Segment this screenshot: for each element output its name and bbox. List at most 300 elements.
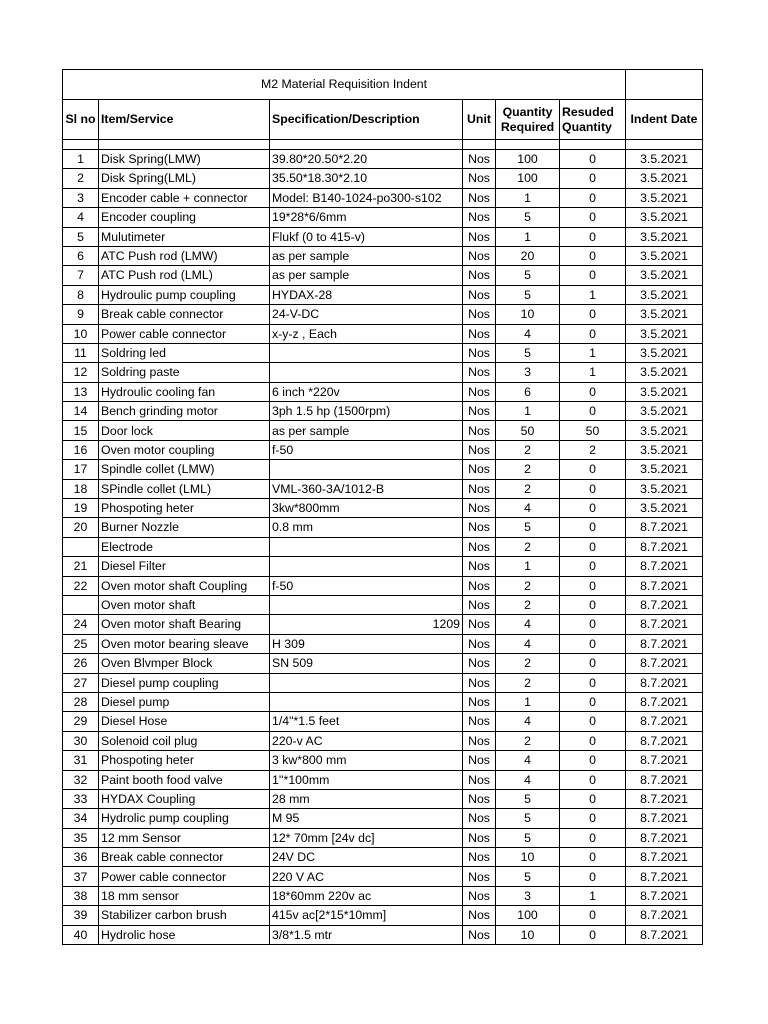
cell-item: Oven motor bearing sleave	[99, 634, 270, 653]
cell-sl-no: 27	[63, 673, 99, 692]
cell-unit: Nos	[463, 537, 496, 556]
cell-unit: Nos	[463, 634, 496, 653]
cell-indent-date: 8.7.2021	[626, 731, 703, 750]
cell-qty-required: 100	[496, 169, 560, 188]
header-resued-qty: Resuded Quantity	[560, 100, 626, 140]
cell-indent-date: 8.7.2021	[626, 848, 703, 867]
table-row	[63, 324, 703, 343]
cell-item: Break cable connector	[99, 305, 270, 324]
cell-spec: 35.50*18.30*2.10	[270, 169, 463, 188]
table-row	[63, 867, 703, 886]
cell-spec: Flukf (0 to 415-v)	[270, 227, 463, 246]
table-row	[63, 440, 703, 459]
cell-unit: Nos	[463, 421, 496, 440]
cell-resued-qty: 0	[560, 460, 626, 479]
cell-indent-date: 8.7.2021	[626, 751, 703, 770]
header-unit: Unit	[463, 100, 496, 140]
cell-sl-no: 3	[63, 188, 99, 207]
cell-resued-qty: 0	[560, 382, 626, 401]
cell-unit: Nos	[463, 615, 496, 634]
cell-qty-required: 1	[496, 188, 560, 207]
cell-unit: Nos	[463, 169, 496, 188]
cell-resued-qty: 0	[560, 925, 626, 944]
cell-indent-date: 3.5.2021	[626, 266, 703, 285]
cell-qty-required: 50	[496, 421, 560, 440]
cell-qty-required: 10	[496, 305, 560, 324]
table-row	[63, 634, 703, 653]
table-row	[63, 305, 703, 324]
cell-indent-date: 3.5.2021	[626, 460, 703, 479]
cell-sl-no: 29	[63, 712, 99, 731]
cell-unit: Nos	[463, 789, 496, 808]
cell-sl-no: 14	[63, 402, 99, 421]
cell-qty-required: 5	[496, 208, 560, 227]
cell-spec: 415v ac[2*15*10mm]	[270, 906, 463, 925]
cell-sl-no: 39	[63, 906, 99, 925]
cell-item: SPindle collet (LML)	[99, 479, 270, 498]
cell-sl-no: 26	[63, 654, 99, 673]
cell-item: Hydroulic cooling fan	[99, 382, 270, 401]
cell-sl-no: 31	[63, 751, 99, 770]
cell-indent-date: 3.5.2021	[626, 305, 703, 324]
cell-unit: Nos	[463, 731, 496, 750]
table-row	[63, 402, 703, 421]
cell-item: Oven Blvmper Block	[99, 654, 270, 673]
table-row	[63, 809, 703, 828]
cell-spec: 3 kw*800 mm	[270, 751, 463, 770]
cell-resued-qty: 0	[560, 150, 626, 169]
cell-qty-required: 5	[496, 266, 560, 285]
cell-item: Hydrolic hose	[99, 925, 270, 944]
cell-unit: Nos	[463, 246, 496, 265]
cell-unit: Nos	[463, 576, 496, 595]
cell-indent-date: 8.7.2021	[626, 828, 703, 847]
table-row	[63, 828, 703, 847]
cell-unit: Nos	[463, 906, 496, 925]
cell-resued-qty: 0	[560, 595, 626, 614]
table-row	[63, 518, 703, 537]
header-sl-no: Sl no	[63, 100, 99, 140]
cell-unit: Nos	[463, 712, 496, 731]
cell-spec: f-50	[270, 576, 463, 595]
cell-resued-qty: 0	[560, 712, 626, 731]
cell-unit: Nos	[463, 595, 496, 614]
cell-item: Phospoting heter	[99, 499, 270, 518]
cell-spec: 3ph 1.5 hp (1500rpm)	[270, 402, 463, 421]
cell-spec: Model: B140-1024-po300-s102	[270, 188, 463, 207]
cell-qty-required: 4	[496, 324, 560, 343]
cell-resued-qty: 0	[560, 227, 626, 246]
cell-sl-no: 5	[63, 227, 99, 246]
cell-indent-date: 8.7.2021	[626, 557, 703, 576]
cell-resued-qty: 0	[560, 246, 626, 265]
cell-item: Hydrolic pump coupling	[99, 809, 270, 828]
cell-spec: as per sample	[270, 246, 463, 265]
cell-spec	[270, 460, 463, 479]
cell-resued-qty: 0	[560, 557, 626, 576]
cell-unit: Nos	[463, 809, 496, 828]
cell-spec: 24V DC	[270, 848, 463, 867]
table-row	[63, 479, 703, 498]
cell-sl-no: 32	[63, 770, 99, 789]
cell-sl-no: 22	[63, 576, 99, 595]
cell-indent-date: 3.5.2021	[626, 402, 703, 421]
cell-indent-date: 8.7.2021	[626, 576, 703, 595]
cell-indent-date: 8.7.2021	[626, 906, 703, 925]
cell-unit: Nos	[463, 673, 496, 692]
cell-item: Stabilizer carbon brush	[99, 906, 270, 925]
cell-resued-qty: 0	[560, 731, 626, 750]
cell-spec	[270, 343, 463, 362]
cell-unit: Nos	[463, 285, 496, 304]
cell-qty-required: 5	[496, 789, 560, 808]
cell-indent-date: 3.5.2021	[626, 324, 703, 343]
cell-unit: Nos	[463, 692, 496, 711]
cell-unit: Nos	[463, 227, 496, 246]
table-row	[63, 169, 703, 188]
cell-spec	[270, 595, 463, 614]
cell-sl-no: 7	[63, 266, 99, 285]
cell-resued-qty: 2	[560, 440, 626, 459]
cell-item: Soldring led	[99, 343, 270, 362]
cell-item: Door lock	[99, 421, 270, 440]
cell-qty-required: 2	[496, 537, 560, 556]
cell-sl-no: 36	[63, 848, 99, 867]
cell-unit: Nos	[463, 363, 496, 382]
cell-unit: Nos	[463, 343, 496, 362]
cell-indent-date: 8.7.2021	[626, 809, 703, 828]
cell-resued-qty: 0	[560, 479, 626, 498]
cell-indent-date: 3.5.2021	[626, 208, 703, 227]
table-row	[63, 227, 703, 246]
cell-spec: 28 mm	[270, 789, 463, 808]
requisition-table	[62, 69, 703, 945]
cell-spec: 0.8 mm	[270, 518, 463, 537]
cell-item: Encoder coupling	[99, 208, 270, 227]
header-item: Item/Service	[99, 100, 270, 140]
cell-item: Bench grinding motor	[99, 402, 270, 421]
cell-resued-qty: 50	[560, 421, 626, 440]
cell-indent-date: 3.5.2021	[626, 363, 703, 382]
cell-unit: Nos	[463, 382, 496, 401]
cell-resued-qty: 0	[560, 266, 626, 285]
cell-item: Diesel Filter	[99, 557, 270, 576]
cell-sl-no: 21	[63, 557, 99, 576]
cell-indent-date: 3.5.2021	[626, 382, 703, 401]
cell-sl-no: 6	[63, 246, 99, 265]
cell-item: HYDAX Coupling	[99, 789, 270, 808]
table-row	[63, 712, 703, 731]
cell-resued-qty: 0	[560, 867, 626, 886]
cell-item: Diesel pump coupling	[99, 673, 270, 692]
cell-item: Diesel Hose	[99, 712, 270, 731]
cell-qty-required: 10	[496, 848, 560, 867]
table-row	[63, 673, 703, 692]
header-qty-required: Quantity Required	[496, 100, 560, 140]
cell-item: Mulutimeter	[99, 227, 270, 246]
cell-item: Hydroulic pump coupling	[99, 285, 270, 304]
cell-spec: 39.80*20.50*2.20	[270, 150, 463, 169]
table-row	[63, 188, 703, 207]
table-row	[63, 731, 703, 750]
table-row	[63, 615, 703, 634]
cell-item: Solenoid coil plug	[99, 731, 270, 750]
cell-qty-required: 20	[496, 246, 560, 265]
cell-unit: Nos	[463, 518, 496, 537]
cell-indent-date: 3.5.2021	[626, 188, 703, 207]
cell-unit: Nos	[463, 654, 496, 673]
cell-qty-required: 3	[496, 363, 560, 382]
cell-item: ATC Push rod (LMW)	[99, 246, 270, 265]
cell-qty-required: 1	[496, 557, 560, 576]
cell-indent-date: 3.5.2021	[626, 421, 703, 440]
cell-sl-no: 34	[63, 809, 99, 828]
cell-resued-qty: 1	[560, 285, 626, 304]
cell-sl-no: 33	[63, 789, 99, 808]
cell-qty-required: 5	[496, 285, 560, 304]
cell-item: Burner Nozzle	[99, 518, 270, 537]
cell-sl-no: 11	[63, 343, 99, 362]
cell-spec: as per sample	[270, 266, 463, 285]
cell-indent-date: 8.7.2021	[626, 712, 703, 731]
cell-unit: Nos	[463, 751, 496, 770]
cell-resued-qty: 0	[560, 673, 626, 692]
cell-item: Break cable connector	[99, 848, 270, 867]
cell-sl-no: 1	[63, 150, 99, 169]
cell-indent-date: 8.7.2021	[626, 692, 703, 711]
cell-sl-no: 9	[63, 305, 99, 324]
sheet-title: M2 Material Requisition Indent	[63, 70, 626, 100]
table-row	[63, 906, 703, 925]
cell-sl-no: 2	[63, 169, 99, 188]
cell-resued-qty: 0	[560, 576, 626, 595]
title-blank-cell	[626, 70, 703, 100]
cell-resued-qty: 0	[560, 634, 626, 653]
cell-sl-no: 20	[63, 518, 99, 537]
cell-qty-required: 4	[496, 615, 560, 634]
cell-qty-required: 2	[496, 479, 560, 498]
cell-qty-required: 4	[496, 499, 560, 518]
cell-unit: Nos	[463, 886, 496, 905]
table-row	[63, 654, 703, 673]
cell-resued-qty: 1	[560, 363, 626, 382]
cell-qty-required: 2	[496, 731, 560, 750]
cell-unit: Nos	[463, 208, 496, 227]
cell-sl-no: 37	[63, 867, 99, 886]
cell-item: ATC Push rod (LML)	[99, 266, 270, 285]
title-row	[63, 70, 703, 100]
cell-resued-qty: 0	[560, 305, 626, 324]
cell-qty-required: 5	[496, 343, 560, 362]
cell-unit: Nos	[463, 499, 496, 518]
cell-indent-date: 8.7.2021	[626, 537, 703, 556]
cell-spec: H 309	[270, 634, 463, 653]
table-row	[63, 460, 703, 479]
table-row	[63, 246, 703, 265]
cell-spec	[270, 673, 463, 692]
cell-sl-no: 13	[63, 382, 99, 401]
cell-qty-required: 4	[496, 770, 560, 789]
cell-qty-required: 3	[496, 886, 560, 905]
cell-spec: 6 inch *220v	[270, 382, 463, 401]
cell-spec: 220 V AC	[270, 867, 463, 886]
cell-spec: 1/4"*1.5 feet	[270, 712, 463, 731]
table-row	[63, 208, 703, 227]
cell-sl-no: 24	[63, 615, 99, 634]
header-indent-date: Indent Date	[626, 100, 703, 140]
cell-spec: 1''*100mm	[270, 770, 463, 789]
cell-indent-date: 3.5.2021	[626, 285, 703, 304]
cell-sl-no: 38	[63, 886, 99, 905]
cell-item: 18 mm sensor	[99, 886, 270, 905]
cell-qty-required: 4	[496, 712, 560, 731]
cell-unit: Nos	[463, 150, 496, 169]
cell-item: Oven motor shaft Bearing	[99, 615, 270, 634]
cell-unit: Nos	[463, 440, 496, 459]
cell-item: Power cable connector	[99, 867, 270, 886]
cell-item: Soldring paste	[99, 363, 270, 382]
cell-spec	[270, 363, 463, 382]
cell-item: Spindle collet (LMW)	[99, 460, 270, 479]
cell-item: 12 mm Sensor	[99, 828, 270, 847]
cell-resued-qty: 0	[560, 324, 626, 343]
cell-sl-no: 10	[63, 324, 99, 343]
cell-qty-required: 5	[496, 828, 560, 847]
cell-qty-required: 10	[496, 925, 560, 944]
cell-item: Electrode	[99, 537, 270, 556]
table-row	[63, 150, 703, 169]
cell-spec: 12* 70mm [24v dc]	[270, 828, 463, 847]
cell-unit: Nos	[463, 479, 496, 498]
cell-indent-date: 3.5.2021	[626, 150, 703, 169]
cell-indent-date: 3.5.2021	[626, 440, 703, 459]
cell-spec: 24-V-DC	[270, 305, 463, 324]
cell-unit: Nos	[463, 770, 496, 789]
cell-resued-qty: 0	[560, 499, 626, 518]
cell-qty-required: 5	[496, 518, 560, 537]
cell-item: Oven motor shaft Coupling	[99, 576, 270, 595]
cell-qty-required: 4	[496, 634, 560, 653]
cell-resued-qty: 1	[560, 343, 626, 362]
cell-unit: Nos	[463, 867, 496, 886]
cell-resued-qty: 0	[560, 789, 626, 808]
cell-unit: Nos	[463, 557, 496, 576]
cell-resued-qty: 0	[560, 518, 626, 537]
cell-unit: Nos	[463, 266, 496, 285]
cell-sl-no: 17	[63, 460, 99, 479]
table-row	[63, 382, 703, 401]
cell-qty-required: 2	[496, 673, 560, 692]
table-row	[63, 770, 703, 789]
cell-resued-qty: 0	[560, 770, 626, 789]
header-row	[63, 100, 703, 140]
cell-qty-required: 100	[496, 906, 560, 925]
cell-qty-required: 6	[496, 382, 560, 401]
cell-unit: Nos	[463, 925, 496, 944]
cell-qty-required: 1	[496, 692, 560, 711]
cell-resued-qty: 0	[560, 208, 626, 227]
cell-sl-no: 35	[63, 828, 99, 847]
cell-indent-date: 3.5.2021	[626, 499, 703, 518]
spacer-row	[63, 140, 703, 150]
cell-indent-date: 8.7.2021	[626, 673, 703, 692]
cell-item: Encoder cable + connector	[99, 188, 270, 207]
cell-spec: HYDAX-28	[270, 285, 463, 304]
cell-indent-date: 8.7.2021	[626, 615, 703, 634]
cell-unit: Nos	[463, 460, 496, 479]
cell-resued-qty: 1	[560, 886, 626, 905]
cell-item: Disk Spring(LMW)	[99, 150, 270, 169]
table-row	[63, 285, 703, 304]
table-row	[63, 266, 703, 285]
cell-sl-no: 19	[63, 499, 99, 518]
cell-indent-date: 8.7.2021	[626, 770, 703, 789]
cell-unit: Nos	[463, 402, 496, 421]
table-row	[63, 363, 703, 382]
cell-sl-no: 8	[63, 285, 99, 304]
cell-spec: f-50	[270, 440, 463, 459]
cell-indent-date: 3.5.2021	[626, 343, 703, 362]
table-row	[63, 576, 703, 595]
cell-sl-no	[63, 537, 99, 556]
cell-sl-no: 12	[63, 363, 99, 382]
cell-resued-qty: 0	[560, 906, 626, 925]
cell-resued-qty: 0	[560, 615, 626, 634]
header-spec: Specification/Description	[270, 100, 463, 140]
cell-spec: SN 509	[270, 654, 463, 673]
cell-indent-date: 8.7.2021	[626, 518, 703, 537]
cell-sl-no: 30	[63, 731, 99, 750]
cell-indent-date: 8.7.2021	[626, 595, 703, 614]
cell-qty-required: 2	[496, 576, 560, 595]
cell-resued-qty: 0	[560, 751, 626, 770]
cell-resued-qty: 0	[560, 169, 626, 188]
cell-sl-no: 28	[63, 692, 99, 711]
cell-item: Power cable connector	[99, 324, 270, 343]
cell-spec	[270, 557, 463, 576]
cell-sl-no: 4	[63, 208, 99, 227]
cell-item: Oven motor shaft	[99, 595, 270, 614]
table-row	[63, 789, 703, 808]
cell-spec: VML-360-3A/1012-B	[270, 479, 463, 498]
table-row	[63, 421, 703, 440]
cell-item: Disk Spring(LML)	[99, 169, 270, 188]
cell-indent-date: 8.7.2021	[626, 867, 703, 886]
cell-spec: M 95	[270, 809, 463, 828]
table-row	[63, 751, 703, 770]
cell-indent-date: 8.7.2021	[626, 654, 703, 673]
table-row	[63, 595, 703, 614]
cell-resued-qty: 0	[560, 848, 626, 867]
cell-spec: 1209	[270, 615, 463, 634]
cell-qty-required: 5	[496, 867, 560, 886]
cell-qty-required: 1	[496, 402, 560, 421]
cell-spec: 3kw*800mm	[270, 499, 463, 518]
cell-resued-qty: 0	[560, 654, 626, 673]
cell-spec	[270, 692, 463, 711]
cell-unit: Nos	[463, 188, 496, 207]
cell-qty-required: 1	[496, 227, 560, 246]
cell-resued-qty: 0	[560, 188, 626, 207]
cell-spec: 220-v AC	[270, 731, 463, 750]
cell-spec	[270, 537, 463, 556]
cell-sl-no	[63, 595, 99, 614]
cell-indent-date: 8.7.2021	[626, 886, 703, 905]
table-row	[63, 848, 703, 867]
table-row	[63, 692, 703, 711]
cell-indent-date: 3.5.2021	[626, 227, 703, 246]
cell-sl-no: 15	[63, 421, 99, 440]
